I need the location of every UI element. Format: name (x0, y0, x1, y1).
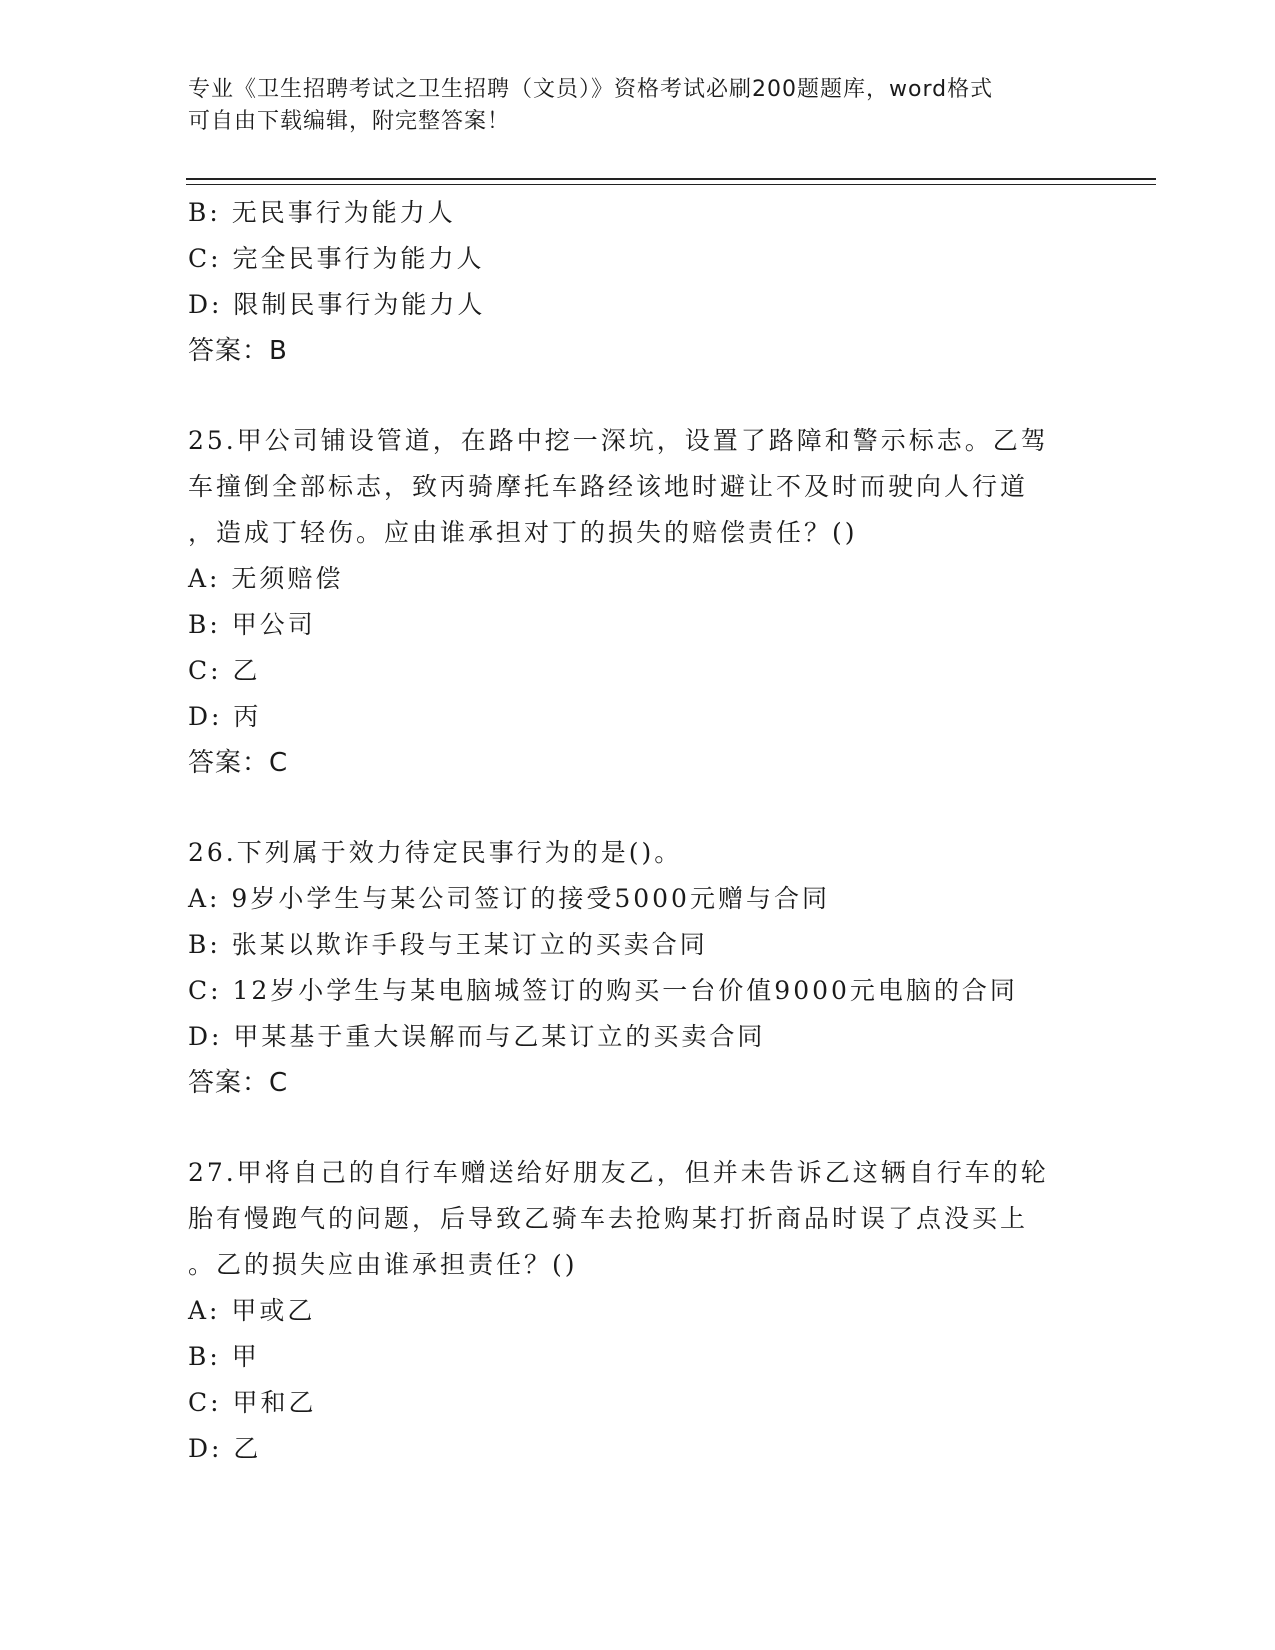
option-a: A: 9岁小学生与某公司签订的接受5000元赠与合同 (188, 884, 830, 913)
option-c: C: 甲和乙 (188, 1388, 317, 1417)
option-b: B: 甲公司 (188, 610, 316, 639)
question-25 (188, 418, 1088, 786)
spacer (188, 374, 1088, 418)
option-d: D: 乙 (188, 1434, 262, 1463)
question-stem-line: 25.甲公司铺设管道，在路中挖一深坑，设置了路障和警示标志。乙驾 (188, 426, 1049, 455)
header-divider-thin (186, 184, 1156, 185)
option-c: C: 完全民事行为能力人 (188, 244, 485, 273)
question-26 (188, 830, 1088, 1106)
question-stem-line: 27.甲将自己的自行车赠送给好朋友乙，但并未告诉乙这辆自行车的轮 (188, 1158, 1049, 1187)
option-a: A: 甲或乙 (188, 1296, 316, 1325)
question-stem-line: 。乙的损失应由谁承担责任？() (188, 1250, 578, 1279)
question-stem-line: 车撞倒全部标志，致丙骑摩托车路经该地时避让不及时而驶向人行道 (188, 472, 1029, 501)
answer-line: 答案：C (188, 748, 289, 778)
spacer (188, 1106, 1088, 1150)
question-24-tail (188, 190, 1088, 374)
question-list (188, 190, 1088, 1472)
spacer (188, 786, 1088, 830)
option-b: B: 甲 (188, 1342, 260, 1371)
document-header (188, 74, 1068, 138)
question-stem-line: 26.下列属于效力待定民事行为的是()。 (188, 838, 683, 867)
option-a: A: 无须赔偿 (188, 564, 344, 593)
header-title-line-1: 专业《卫生招聘考试之卫生招聘（文员）》资格考试必刷200题题库，word格式 (188, 77, 994, 102)
option-d: D: 甲某基于重大误解而与乙某订立的买卖合同 (188, 1022, 766, 1051)
header-divider-thick (186, 178, 1156, 180)
option-b: B: 无民事行为能力人 (188, 198, 456, 227)
option-d: D: 丙 (188, 702, 262, 731)
option-c: C: 12岁小学生与某电脑城签订的购买一台价值9000元电脑的合同 (188, 976, 1018, 1005)
answer-line: 答案：C (188, 1068, 289, 1098)
option-b: B: 张某以欺诈手段与王某订立的买卖合同 (188, 930, 708, 959)
header-title-line-2: 可自由下载编辑，附完整答案！ (188, 109, 511, 134)
question-27 (188, 1150, 1088, 1472)
question-stem-line: ，造成丁轻伤。应由谁承担对丁的损失的赔偿责任？() (188, 518, 858, 547)
question-stem-line: 胎有慢跑气的问题，后导致乙骑车去抢购某打折商品时误了点没买上 (188, 1204, 1029, 1233)
option-c: C: 乙 (188, 656, 261, 685)
option-d: D: 限制民事行为能力人 (188, 290, 486, 319)
answer-line: 答案：B (188, 336, 288, 366)
